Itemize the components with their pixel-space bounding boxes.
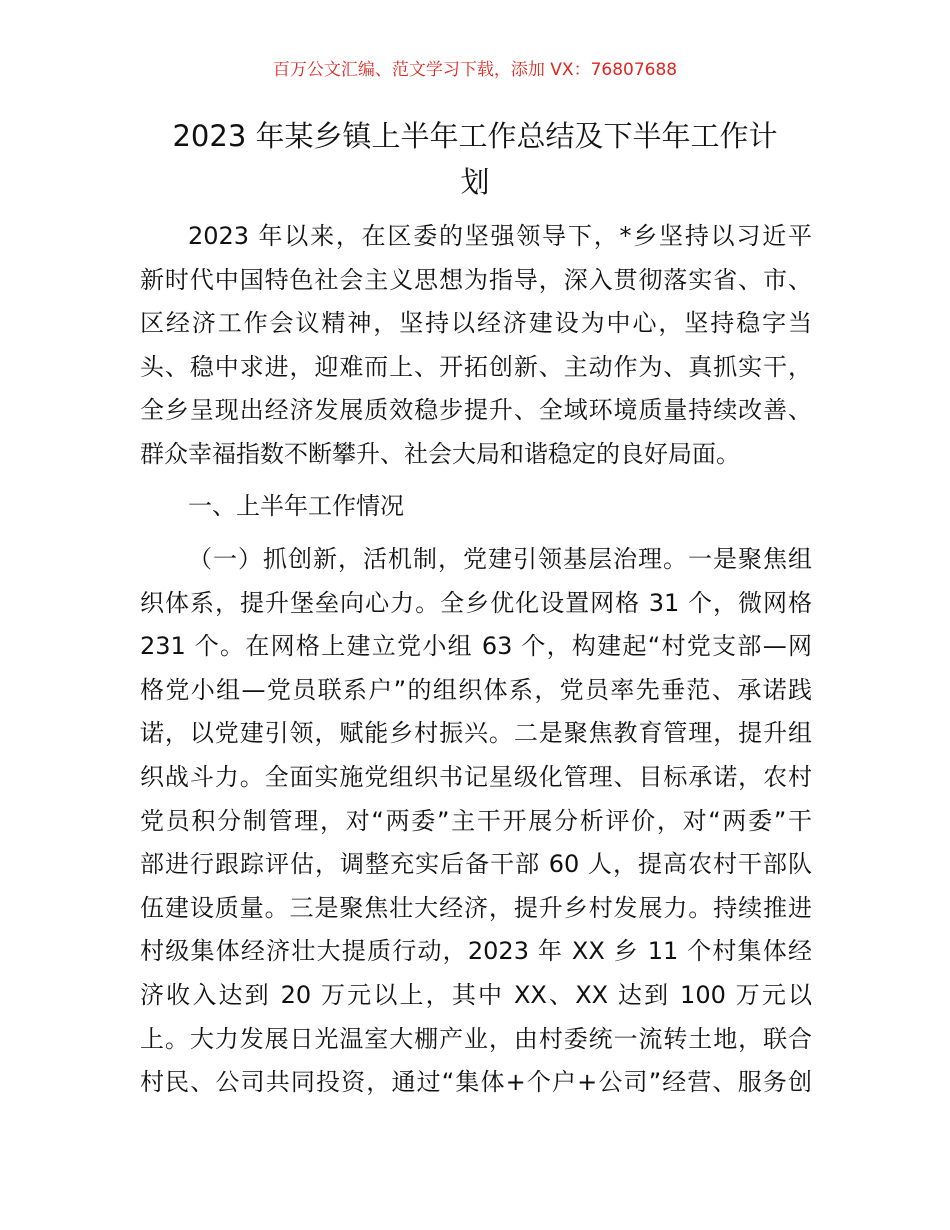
section1-line: 织战斗力。全面实施党组织书记星级化管理、目标承诺，农村: [140, 762, 812, 791]
intro-paragraph: [140, 215, 812, 477]
section1-line: 党员积分制管理，对“两委”主干开展分析评价，对“两委”干: [140, 806, 812, 835]
header-ad-text: 百万公文汇编、范文学习下载，添加 VX：76807688: [272, 60, 678, 80]
section1-line: 部进行跟踪评估，调整充实后备干部 60 人，提高农村干部队: [140, 850, 812, 879]
section1-line: 格党小组—党员联系户”的组织体系，党员率先垂范、承诺践: [140, 675, 812, 704]
intro-line: 全乡呈现出经济发展质效稳步提升、全域环境质量持续改善、: [140, 396, 812, 425]
title-line-2: 划: [460, 165, 490, 199]
section1-paragraph: [140, 538, 812, 1105]
section1-line: 伍建设质量。三是聚焦壮大经济，提升乡村发展力。持续推进: [140, 893, 812, 922]
section1-line: 231 个。在网格上建立党小组 63 个，构建起“村党支部—网: [140, 632, 812, 661]
intro-line: 区经济工作会议精神，坚持以经济建设为中心，坚持稳字当: [140, 309, 812, 338]
intro-line: 新时代中国特色社会主义思想为指导，深入贯彻落实省、市、: [140, 265, 812, 294]
section1-line: 济收入达到 20 万元以上，其中 XX、XX 达到 100 万元以: [140, 980, 812, 1009]
title-line-1: 2023 年某乡镇上半年工作总结及下半年工作计: [172, 119, 778, 153]
section1-line: 织体系，提升堡垒向心力。全乡优化设置网格 31 个，微网格: [140, 588, 812, 617]
intro-line: 头、稳中求进，迎难而上、开拓创新、主动作为、真抓实干，: [140, 352, 812, 381]
section1-line: 诺，以党建引领，赋能乡村振兴。二是聚焦教育管理，提升组: [140, 719, 812, 748]
section1-line: （一）抓创新，活机制，党建引领基层治理。一是聚焦组: [188, 545, 812, 573]
intro-line: 2023 年以来，在区委的坚强领导下，*乡坚持以习近平: [188, 222, 812, 250]
section1-line: 村民、公司共同投资，通过“集体+个户+公司”经营、服务创: [140, 1068, 812, 1097]
section1-line: 村级集体经济壮大提质行动，2023 年 XX 乡 11 个村集体经: [140, 937, 812, 966]
intro-line: 群众幸福指数不断攀升、社会大局和谐稳定的良好局面。: [140, 439, 740, 468]
section-heading: 一、上半年工作情况: [188, 492, 404, 520]
section1-line: 上。大力发展日光温室大棚产业，由村委统一流转土地，联合: [140, 1024, 812, 1053]
document-title: [140, 113, 810, 205]
